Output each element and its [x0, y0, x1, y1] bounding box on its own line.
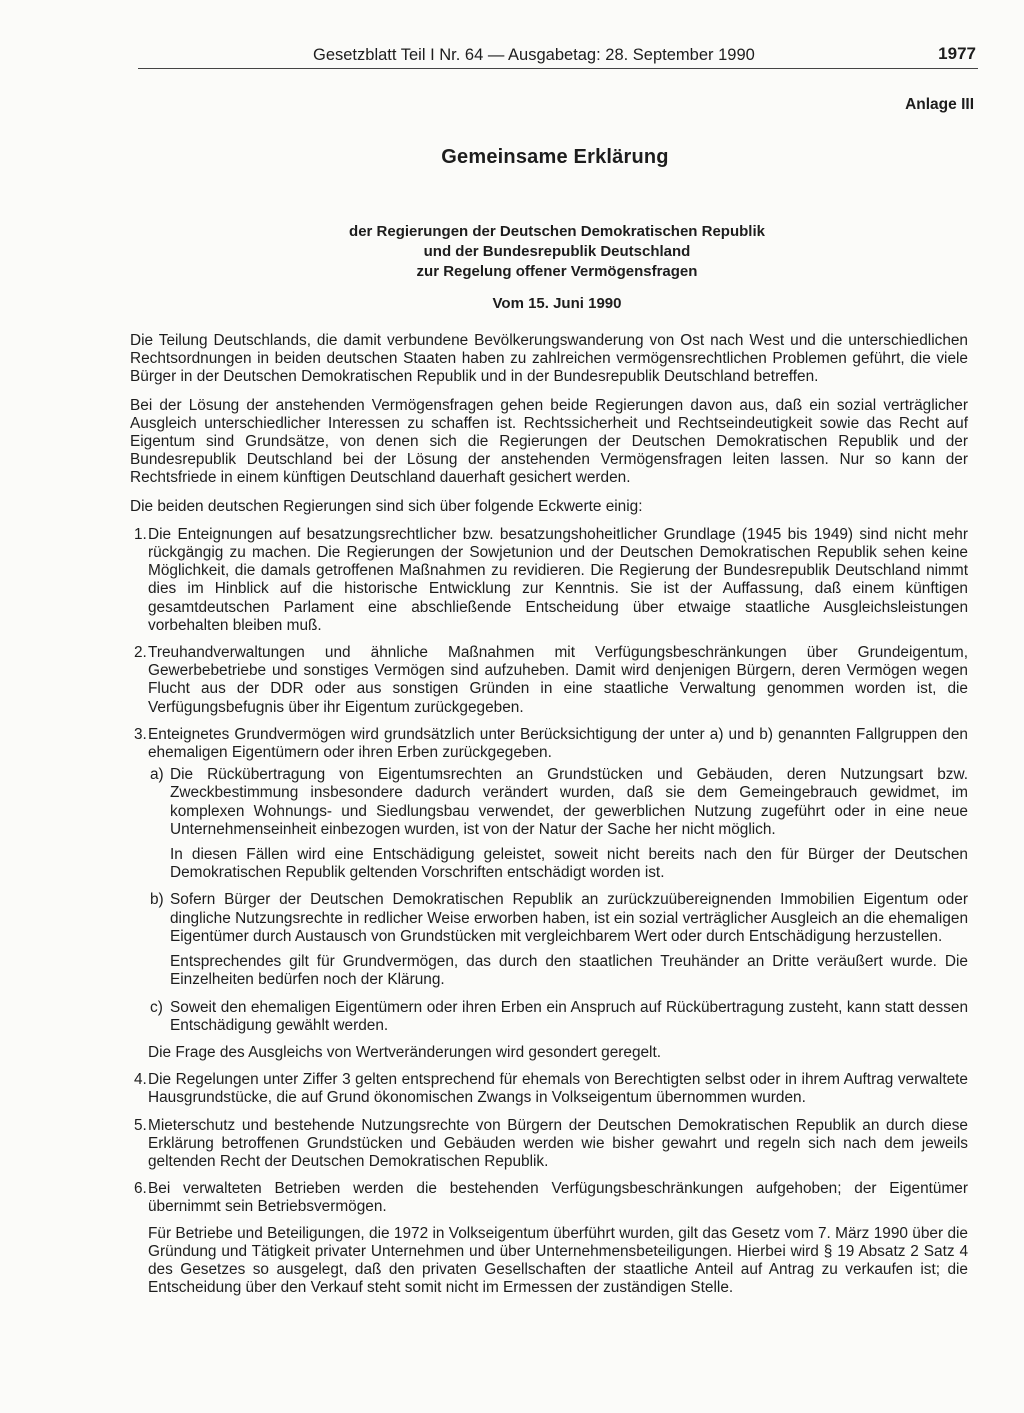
- list-item-1: [130, 526, 968, 635]
- item-text: Enteignetes Grundvermögen wird grundsätzlich unter Berücksichtigung der unter a) und b) genannten Fallgruppen den ehemaligen Eigentümern oder ihren Erben zurückgegeben.: [148, 725, 968, 762]
- list-item-2: [130, 644, 968, 717]
- sub-item-extra: In diesen Fällen wird eine Entschädigung geleistet, soweit nicht bereits nach den für Bürger der Deutschen Demokratischen Republik geltenden Vorschriften entschädigt worden ist.: [170, 846, 968, 882]
- item-number: 2.: [134, 644, 147, 662]
- sub-item-text: Soweit den ehemaligen Eigentümern oder ihren Erben ein Anspruch auf Rückübertragung zusteht, kann statt dessen Entschädigung gewählt werden.: [170, 998, 968, 1034]
- item-text: Die Regelungen unter Ziffer 3 gelten entsprechend für ehemals von Berechtigten selbst oder in ihrem Auftrag verwaltete Hausgrundstücke, die auf Grund ökonomischen Zwangs in Volkseigentum übernommen wurden.: [148, 1071, 968, 1107]
- sub-item-c: [148, 999, 968, 1035]
- list-item-5: [130, 1117, 968, 1172]
- intro-paragraph: Die beiden deutschen Regierungen sind sich über folgende Eckwerte einig:: [130, 497, 643, 515]
- list-item-6: [130, 1180, 968, 1297]
- subtitle-line: und der Bundesrepublik Deutschland: [423, 243, 691, 260]
- document-body: [130, 332, 968, 1306]
- sub-item-b: [148, 891, 968, 989]
- document-title: Gemeinsame Erklärung: [441, 146, 669, 168]
- item-number: 6.: [134, 1180, 147, 1198]
- item-number: 5.: [134, 1116, 147, 1134]
- list-item-3: [130, 726, 968, 1062]
- document-subtitle: [0, 222, 1024, 282]
- intro-paragraph: Bei der Lösung der anstehenden Vermögensfragen gehen beide Regierungen davon aus, daß ein sozial verträglicher Ausgleich unterschiedlicher Interessen zu schaffen ist. Rechtssicherheit und Rechtseindeutigkeit sowie das Recht auf Eigentum sind Grundsätze, von denen sich die Regierungen der Deutschen Demokratischen Republik und der Bundesrepublik Deutschland bei der Lösung der anstehenden Vermögensfragen leiten lassen. Nur so kann der Rechtsfriede in einem künftigen Deutschland dauerhaft gesichert werden.: [130, 396, 968, 487]
- sub-item-letter: a): [150, 766, 164, 784]
- sub-item-letter: b): [150, 891, 164, 909]
- annex-label: Anlage III: [905, 96, 974, 113]
- item-closing: Die Frage des Ausgleichs von Wertveränderungen wird gesondert geregelt.: [148, 1043, 662, 1061]
- item-number: 1.: [134, 525, 147, 543]
- page-header: [138, 42, 978, 69]
- subtitle-line: der Regierungen der Deutschen Demokratischen Republik: [349, 223, 765, 240]
- item-text: Treuhandverwaltungen und ähnliche Maßnahmen mit Verfügungsbeschränkungen über Grundeigentum, Gewerbebetriebe und sonstiges Vermögen sind aufzuheben. Damit wird denjenigen Bürgern, deren Vermögen wegen Flucht aus der DDR oder aus sonstigen Gründen in eine staatliche Verwaltung genommen worden ist, die Verfügungsbefugnis über ihr Eigentum zurückgegeben.: [148, 644, 968, 716]
- sub-item-text: Sofern Bürger der Deutschen Demokratischen Republik an zurückzuübereignenden Immobilien Eigentum oder dingliche Nutzungsrechte in redlicher Weise erworben haben, ist ein sozial verträglicher Ausgleich an die ehemaligen Eigentümer durch Austausch von Grundstücken mit vergleichbarem Wert oder durch Entschädigung herzustellen.: [170, 891, 968, 945]
- subtitle-line: zur Regelung offener Vermögensfragen: [416, 263, 698, 280]
- list-item-4: [130, 1071, 968, 1107]
- sub-item-letter: c): [150, 998, 163, 1016]
- item-number: 4.: [134, 1071, 147, 1089]
- sub-item-text: Die Rückübertragung von Eigentumsrechten an Grundstücken und Gebäuden, deren Nutzungsart bzw. Zweckbestimmung insbesondere dadurch verändert wurden, daß sie dem Gemeingebrauch gewidmet, im komplexen Wohnungs- und Siedlungsbau verwendet, der gewerblichen Nutzung zugeführt oder in eine neue Unternehmenseinheit einbezogen wurden, ist von der Natur der Sache her nicht möglich.: [170, 766, 968, 838]
- item-closing: Für Betriebe und Beteiligungen, die 1972 in Volkseigentum überführt wurden, gilt das Gesetz vom 7. März 1990 über die Gründung und Tätigkeit privater Unternehmen und über Unternehmensbeteiligungen. Hierbei wird § 19 Absatz 2 Satz 4 des Gesetzes so ausgelegt, daß den privaten Gesellschaften der staatliche Anteil auf Antrag zu verkaufen ist; die Entscheidung über den Verkauf steht somit nicht im Ermessen der zuständigen Stelle.: [148, 1224, 968, 1297]
- item-text: Die Enteignungen auf besatzungsrechtlicher bzw. besatzungshoheitlicher Grundlage (1945 bis 1949) sind nicht mehr rückgängig zu machen. Die Regierungen der Sowjetunion und der Deutschen Demokratischen Republik sehen keine Möglichkeit, die damals getroffenen Maßnahmen zu revidieren. Die Regierung der Bundesrepublik Deutschland nimmt dies im Hinblick auf die historische Entwicklung zur Kenntnis. Sie ist der Auffassung, daß einem künftigen gesamtdeutschen Parlament eine abschließende Entscheidung über etwaige staatliche Ausgleichsleistungen vorbehalten bleiben muß.: [148, 525, 968, 634]
- item-number: 3.: [134, 725, 147, 743]
- item-text: Bei verwalteten Betrieben werden die bestehenden Verfügungsbeschränkungen aufgehoben; der Eigentümer übernimmt sein Betriebsvermögen.: [148, 1180, 968, 1216]
- sub-item-extra: Entsprechendes gilt für Grundvermögen, das durch den staatlichen Treuhänder an Dritte veräußert wurde. Die Einzelheiten bedürfen noch der Klärung.: [170, 953, 968, 989]
- intro-paragraph: Die Teilung Deutschlands, die damit verbundene Bevölkerungswanderung von Ost nach West und die unterschiedlichen Rechtsordnungen in beiden deutschen Staaten haben zu zahlreichen vermögensrechtlichen Problemen geführt, die viele Bürger in der Deutschen Demokratischen Republik und in der Bundesrepublik Deutschland betreffen.: [130, 332, 968, 386]
- sub-item-a: [148, 766, 968, 882]
- item-text: Mieterschutz und bestehende Nutzungsrechte von Bürgern der Deutschen Demokratischen Republik an durch diese Erklärung betroffenen Grundstücken und Gebäuden werden wie bisher gewahrt und regeln sich nach dem jeweils geltenden Recht der Deutschen Demokratischen Republik.: [148, 1116, 968, 1170]
- page-number: 1977: [938, 44, 976, 63]
- header-title: Gesetzblatt Teil I Nr. 64 — Ausgabetag: 28. September 1990: [313, 46, 755, 64]
- document-date: Vom 15. Juni 1990: [492, 295, 622, 312]
